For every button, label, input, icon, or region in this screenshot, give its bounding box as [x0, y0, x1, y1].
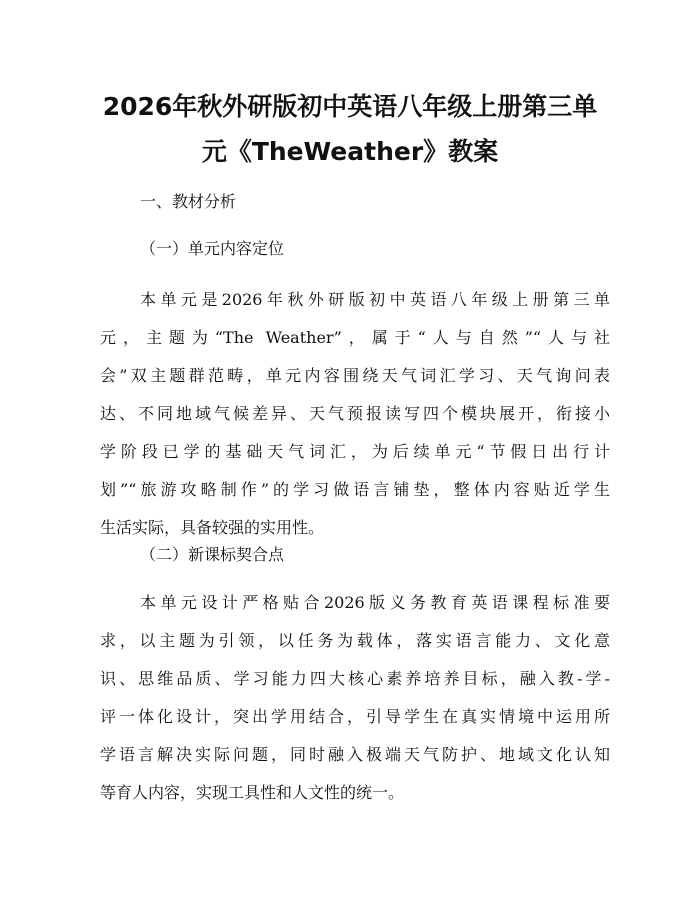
- paragraph-line: 求，以主题为引领，以任务为载体，落实语言能力、文化意: [100, 631, 610, 650]
- paragraph-line: 学语言解决实际问题，同时融入极端天气防护、地域文化认知: [100, 745, 610, 764]
- paragraph-line: 本单元是2026年秋外研版初中英语八年级上册第三单: [140, 290, 610, 309]
- paragraph-unit-positioning: [100, 281, 610, 547]
- paragraph-line: 生活实际，具备较强的实用性。: [100, 518, 325, 537]
- paragraph-line: 识、思维品质、学习能力四大核心素养培养目标，融入教-学-: [100, 669, 610, 688]
- paragraph-line: 评一体化设计，突出学用结合，引导学生在真实情境中运用所: [100, 707, 610, 726]
- subsection-heading-curriculum-alignment: （二）新课标契合点: [140, 545, 285, 564]
- paragraph-line: 划”“旅游攻略制作”的学习做语言铺垫，整体内容贴近学生: [100, 480, 610, 499]
- paragraph-line: 元，主题为“The Weather”，属于“人与自然”“人与社: [100, 328, 610, 347]
- document-title-line-1: 2026年秋外研版初中英语八年级上册第三单: [102, 92, 598, 121]
- paragraph-line: 学阶段已学的基础天气词汇，为后续单元“节假日出行计: [100, 442, 610, 461]
- section-heading-textbook-analysis: 一、教材分析: [140, 192, 237, 211]
- document-title-line-2: 元《TheWeather》教案: [201, 137, 499, 166]
- paragraph-line: 本单元设计严格贴合2026版义务教育英语课程标准要: [140, 593, 610, 612]
- paragraph-line: 会”双主题群范畴，单元内容围绕天气词汇学习、天气询问表: [100, 366, 610, 385]
- paragraph-line: 达、不同地域气候差异、天气预报读写四个模块展开，衔接小: [100, 404, 610, 423]
- paragraph-line: 等育人内容，实现工具性和人文性的统一。: [100, 783, 405, 802]
- paragraph-curriculum-alignment: [100, 584, 610, 812]
- subsection-heading-unit-positioning: （一）单元内容定位: [140, 239, 285, 258]
